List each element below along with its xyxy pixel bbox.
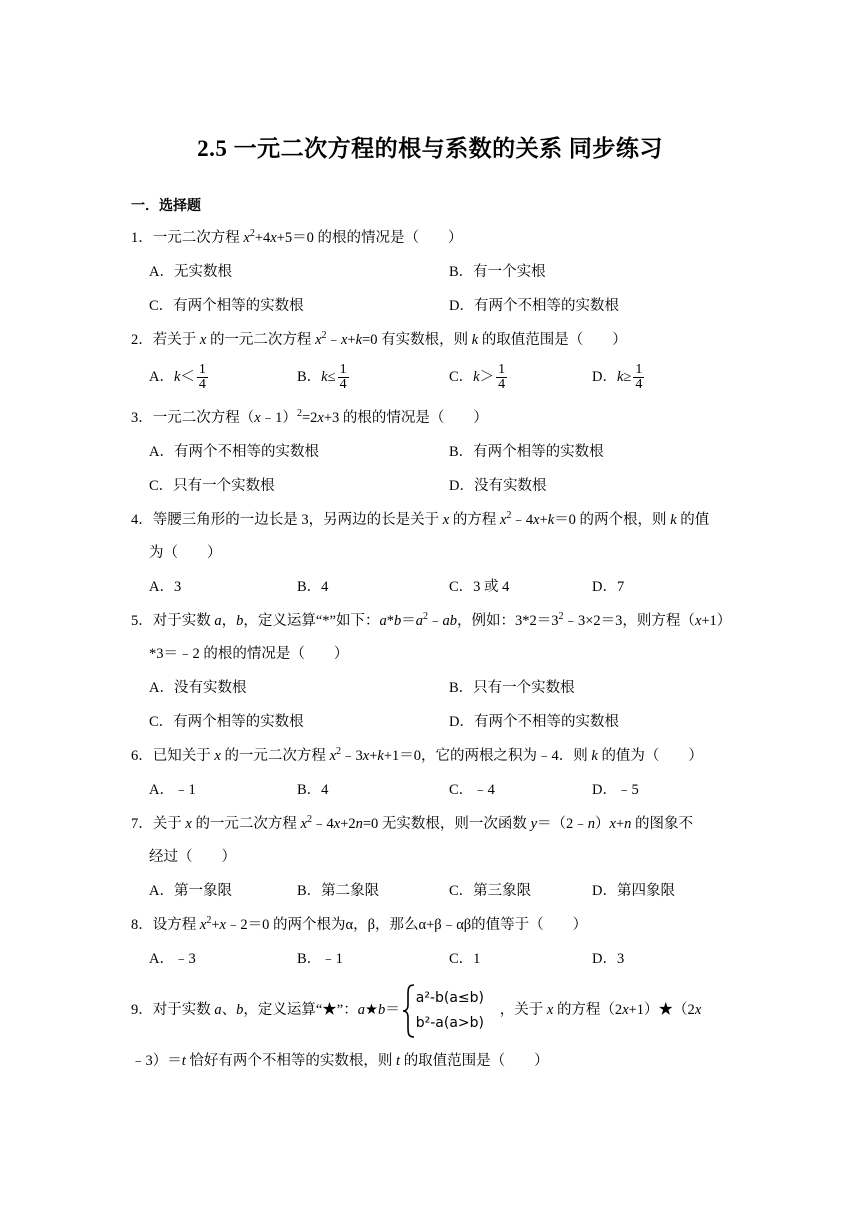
- q1-option-c: C．有两个相等的实数根: [149, 298, 304, 314]
- var-x: x: [442, 512, 450, 528]
- q1-text: +4: [254, 230, 271, 246]
- var-k: k: [591, 748, 598, 764]
- var-k: k: [547, 512, 555, 528]
- exponent: 2: [423, 611, 428, 622]
- q8-text: 8．设方程: [131, 917, 200, 933]
- q8-text: ﹣2＝0 的两个根为α，β，那么α+β﹣αβ的值等于（ ）: [225, 917, 588, 933]
- q9-text: +1）★（2: [628, 1002, 695, 1018]
- exponent: 2: [307, 814, 312, 825]
- q6-text: 6．已知关于: [131, 748, 215, 764]
- var-b: b: [236, 613, 244, 629]
- option-label: B．: [297, 369, 322, 385]
- operator: ≤: [327, 369, 336, 385]
- question-2: [131, 330, 627, 350]
- q5-text: ，: [221, 613, 237, 629]
- var-x: x: [214, 748, 221, 764]
- q7-option-c: C．第三象限: [449, 883, 532, 899]
- q9-text: ﹣3）＝: [131, 1053, 182, 1069]
- q9-text: 、: [221, 1002, 237, 1018]
- q4-text: 的方程: [449, 512, 500, 528]
- q7-text: +: [615, 816, 625, 832]
- q4-text: +: [539, 512, 548, 528]
- q6-option-c: C．﹣4: [449, 782, 495, 798]
- option-label: C．: [449, 369, 474, 385]
- q2-text: +: [347, 332, 356, 348]
- var-t: t: [396, 1053, 401, 1069]
- var-x: x: [622, 1002, 629, 1018]
- var-x: x: [546, 1002, 554, 1018]
- operator: ＞: [479, 369, 495, 385]
- q1-text: +5＝0 的根的情况是（ ）: [276, 230, 463, 246]
- numerator: 1: [498, 362, 506, 378]
- q5-option-b: B．只有一个实数根: [449, 680, 575, 696]
- q4-text: ＝0 的两个根，则: [554, 512, 671, 528]
- var-x: x: [317, 410, 324, 426]
- var-x: x: [219, 917, 226, 933]
- var-x: x: [185, 816, 192, 832]
- numerator: 1: [635, 362, 643, 378]
- q9-continuation: [131, 1051, 549, 1071]
- var-x: x: [609, 816, 616, 832]
- var-n: n: [587, 816, 595, 832]
- q2-option-d: [592, 359, 644, 395]
- fraction: [496, 363, 507, 392]
- q5-text: ﹣3×2＝3，则方程（: [563, 613, 695, 629]
- var-a: a: [415, 613, 423, 629]
- q6-text: +: [369, 748, 378, 764]
- numerator: 1: [339, 362, 347, 378]
- q6-option-a: A．﹣1: [149, 782, 196, 798]
- q7-text: 7．关于: [131, 816, 186, 832]
- piecewise-case-2: b²-a(a>b): [415, 1014, 484, 1031]
- q7-option-d: D．第四象限: [592, 883, 675, 899]
- denominator: 4: [198, 377, 206, 393]
- q1-option-b: B．有一个实根: [449, 264, 546, 280]
- q8-option-a: A．﹣3: [149, 951, 196, 967]
- piecewise-definition: [402, 983, 498, 1039]
- q5-text: ，定义运算“*”如下：: [243, 613, 380, 629]
- question-8: [131, 915, 587, 935]
- denominator: 4: [339, 377, 347, 393]
- q6-option-b: B．4: [297, 782, 329, 798]
- var-b: b: [378, 1002, 386, 1018]
- q5-text: ﹣: [428, 613, 443, 629]
- var-k: k: [377, 748, 384, 764]
- question-7: [131, 814, 693, 834]
- q4-option-a: A．3: [149, 579, 182, 595]
- q2-text: 的一元二次方程: [206, 332, 316, 348]
- var-x: x: [694, 613, 702, 629]
- q4-continuation: 为（ ）: [149, 545, 222, 561]
- var-a: a: [379, 613, 387, 629]
- operator: ≥: [623, 369, 632, 385]
- q9-text: 恰好有两个不相等的实数根，则: [185, 1053, 397, 1069]
- q4-option-c: C．3 或 4: [449, 579, 510, 595]
- option-label: D．: [592, 369, 617, 385]
- q9-text: 9．对于实数: [131, 1002, 215, 1018]
- q3-text: ﹣1）: [260, 410, 297, 426]
- var-x: x: [199, 332, 207, 348]
- q8-text: +: [211, 917, 220, 933]
- var-k: k: [616, 369, 624, 385]
- exponent: 2: [321, 330, 327, 341]
- operator: ＜: [180, 369, 195, 385]
- denominator: 4: [635, 377, 643, 393]
- fraction: [197, 363, 208, 392]
- q3-text: 3．一元二次方程（: [131, 410, 255, 426]
- var-x: x: [694, 1002, 702, 1018]
- q1-text: 1．一元二次方程: [131, 230, 244, 246]
- q3-text: +3 的根的情况是（ ）: [323, 410, 488, 426]
- var-n: n: [355, 816, 363, 832]
- q5-option-d: D．有两个不相等的实数根: [449, 714, 619, 730]
- q6-text: +1＝0，它的两根之积为﹣4．则: [383, 748, 592, 764]
- q5-option-c: C．有两个相等的实数根: [149, 714, 304, 730]
- q4-option-d: D．7: [592, 579, 625, 595]
- q3-option-a: A．有两个不相等的实数根: [149, 444, 319, 460]
- q9-text: ＝: [385, 1002, 400, 1018]
- q3-option-d: D．没有实数根: [449, 478, 547, 494]
- q2-text: 的取值范围是（ ）: [478, 332, 627, 348]
- var-y: y: [530, 816, 537, 832]
- exponent: 2: [558, 611, 564, 622]
- numerator: 1: [198, 362, 206, 378]
- question-4: [131, 510, 709, 530]
- var-t: t: [181, 1053, 186, 1069]
- q2-option-a: [149, 359, 208, 395]
- page-title: 2.5 一元二次方程的根与系数的关系 同步练习: [197, 136, 663, 161]
- q1-option-a: A．无实数根: [149, 264, 232, 280]
- q6-text: 的值为（ ）: [597, 748, 703, 764]
- q7-option-a: A．第一象限: [149, 883, 232, 899]
- var-x: x: [499, 512, 507, 528]
- q2-option-b: [297, 359, 349, 395]
- q8-option-c: C．1: [449, 951, 481, 967]
- q3-option-b: B．有两个相等的实数根: [449, 444, 604, 460]
- q2-option-c: [449, 359, 507, 395]
- q5-text: ＝: [401, 613, 416, 629]
- question-3: [131, 408, 488, 428]
- q6-option-d: D．﹣5: [592, 782, 639, 798]
- var-a: a: [214, 1002, 222, 1018]
- var-x: x: [300, 816, 307, 832]
- q3-option-c: C．只有一个实数根: [149, 478, 275, 494]
- q7-text: ＝（2﹣: [537, 816, 588, 832]
- q5-option-a: A．没有实数根: [149, 680, 247, 696]
- q2-text: =0 有实数根，则: [362, 332, 472, 348]
- var-x: x: [315, 332, 322, 348]
- exponent: 2: [296, 408, 302, 419]
- option-label: A．: [149, 369, 174, 385]
- q5-continuation: *3＝﹣2 的根的情况是（ ）: [149, 646, 349, 662]
- q7-text: 的图象不: [631, 816, 693, 832]
- q9-text: ，定义运算“★”：: [243, 1002, 358, 1018]
- var-ab: ab: [442, 613, 457, 629]
- q9-text: 的取值范围是（ ）: [400, 1053, 549, 1069]
- q6-text: ﹣3: [341, 748, 363, 764]
- q8-option-b: B．﹣1: [297, 951, 343, 967]
- fraction: [338, 363, 349, 392]
- denominator: 4: [498, 377, 506, 393]
- q4-text: 的值: [676, 512, 710, 528]
- left-brace-icon: [402, 983, 416, 1039]
- q3-text: =2: [301, 410, 318, 426]
- var-a: a: [214, 613, 222, 629]
- piecewise-case-1: a²-b(a≤b): [415, 989, 484, 1006]
- fraction: [633, 363, 644, 392]
- exponent: 2: [506, 510, 512, 521]
- question-6: [131, 746, 703, 766]
- question-5: [131, 611, 731, 631]
- var-k: k: [321, 369, 328, 385]
- var-b: b: [236, 1002, 244, 1018]
- var-x: x: [362, 748, 370, 764]
- q7-continuation: 经过（ ）: [149, 849, 236, 865]
- var-x: x: [533, 512, 540, 528]
- q7-text: +2: [340, 816, 356, 832]
- q9-text: ，关于: [499, 1002, 547, 1018]
- q7-text: 的一元二次方程: [191, 816, 301, 832]
- q7-text: ﹣4: [312, 816, 334, 832]
- q2-text: 2．若关于: [131, 332, 200, 348]
- q4-text: ﹣4: [511, 512, 534, 528]
- var-x: x: [199, 917, 207, 933]
- q5-text: 5．对于实数: [131, 613, 215, 629]
- var-n: n: [624, 816, 632, 832]
- q5-text: ，例如：3*2＝3: [457, 613, 559, 629]
- var-x: x: [329, 748, 336, 764]
- var-k: k: [471, 332, 479, 348]
- operator: ★: [365, 1002, 378, 1018]
- q9-text: 的方程（2: [553, 1002, 623, 1018]
- var-x: x: [243, 230, 250, 246]
- var-b: b: [394, 613, 402, 629]
- var-x: x: [333, 816, 341, 832]
- q7-text: ）: [595, 816, 610, 832]
- var-k: k: [670, 512, 677, 528]
- q7-text: =0 无实数根，则一次函数: [362, 816, 531, 832]
- var-k: k: [173, 369, 181, 385]
- q4-text: 4．等腰三角形的一边长是 3，另两边的长是关于: [131, 512, 443, 528]
- exponent: 2: [249, 228, 255, 239]
- q8-option-d: D．3: [592, 951, 625, 967]
- var-a: a: [357, 1002, 365, 1018]
- q6-text: 的一元二次方程: [220, 748, 330, 764]
- var-k: k: [355, 332, 363, 348]
- var-x: x: [254, 410, 261, 426]
- q1-option-d: D．有两个不相等的实数根: [449, 298, 619, 314]
- section-heading: 一．选择题: [131, 199, 201, 214]
- q4-option-b: B．4: [297, 579, 329, 595]
- question-9: [131, 980, 701, 1040]
- question-1: [131, 228, 463, 248]
- exponent: 2: [336, 746, 341, 757]
- var-k: k: [473, 369, 480, 385]
- q5-text: +1）: [701, 613, 732, 629]
- var-x: x: [341, 332, 348, 348]
- q7-option-b: B．第二象限: [297, 883, 380, 899]
- q2-text: ﹣: [326, 332, 341, 348]
- var-x: x: [270, 230, 277, 246]
- exponent: 2: [206, 915, 212, 926]
- operator: *: [386, 613, 394, 629]
